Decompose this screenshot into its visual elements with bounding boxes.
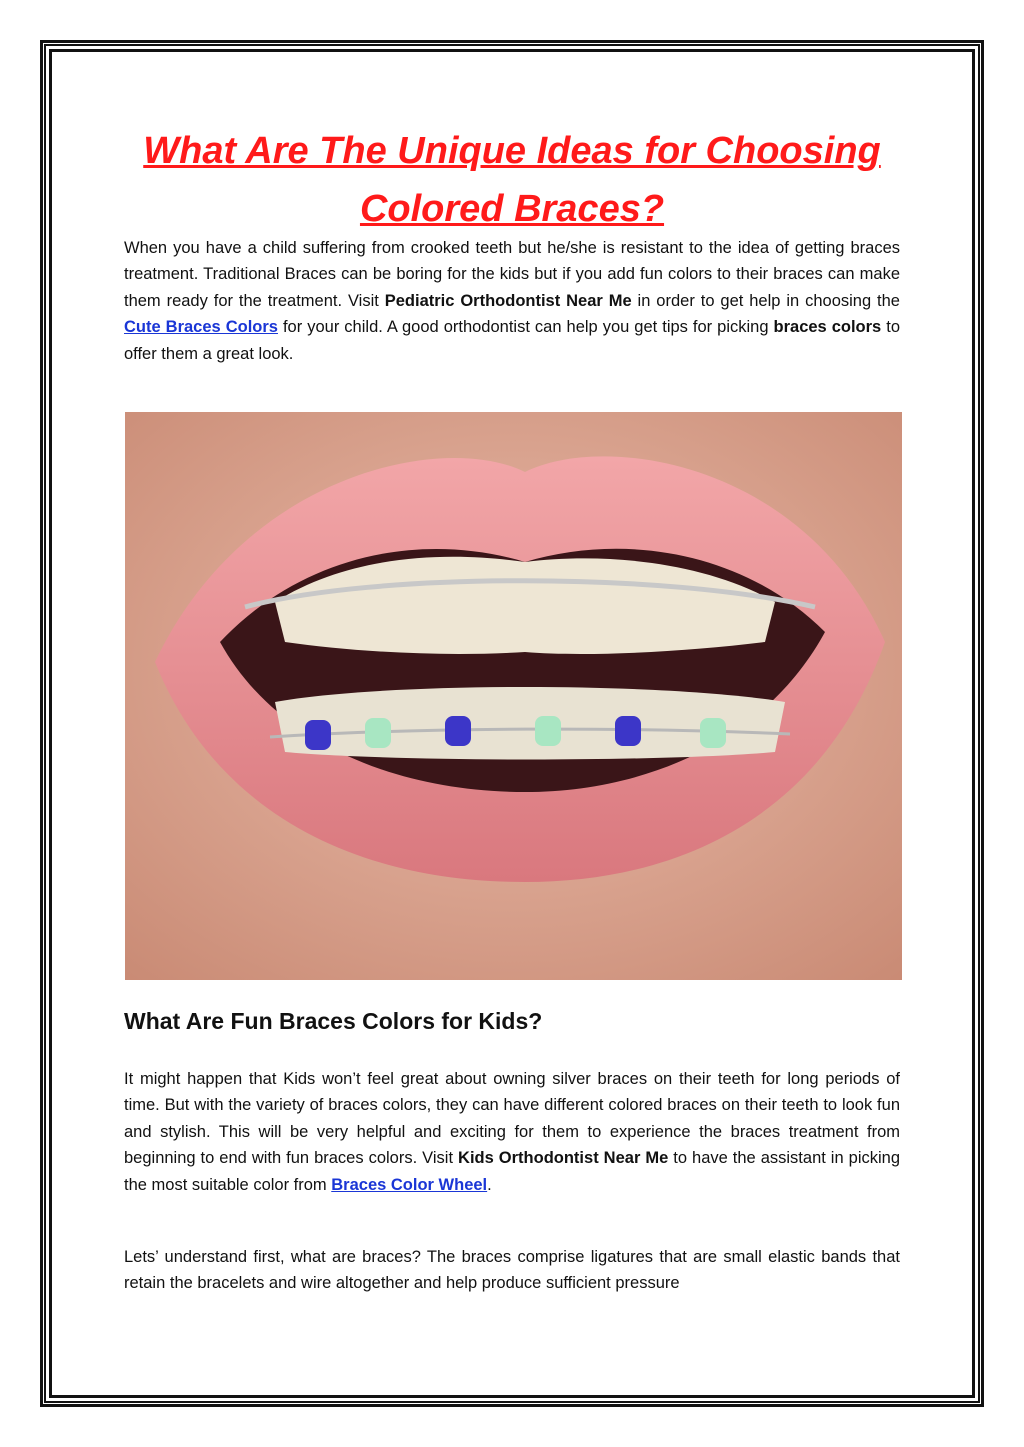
section-text-1: It might happen that Kids won’t feel great about owning silver braces on their teeth for long periods of time. But with the variety of braces colors, they can have different colored braces on their teeth to look fun and stylish. This will be very helpful and exciting for them to experience the braces treatment from beginning to end with fun braces colors. Visit [124,1070,900,1168]
braces-color-wheel-link[interactable]: Braces Color Wheel [331,1175,488,1194]
bracket-band-mint [700,718,726,748]
page-title: What Are The Unique Ideas for Choosing Colored Braces? [143,130,881,230]
intro-paragraph [124,235,900,367]
section-heading: What Are Fun Braces Colors for Kids? [124,1008,543,1034]
section-bold-1: Kids Orthodontist Near Me [458,1149,669,1168]
intro-text-1: When you have a child suffering from crooked teeth but he/she is resistant to the idea of getting braces treatment. Traditional Braces can be boring for the kids but if you add fun colors to their braces can make them ready for the treatment. Visit [124,239,900,310]
intro-bold-1: Pediatric Orthodontist Near Me [384,291,632,310]
section-text-2: to have the assistant in picking the most suitable color from [124,1149,901,1194]
intro-text-3: for your child. A good orthodontist can help you get tips for picking [277,318,774,337]
bracket-band-mint [365,718,391,748]
bracket-band-blue [305,720,331,750]
bracket-band-blue [615,716,641,746]
intro-text-2: in order to get help in choosing the [631,291,900,310]
section-text-3: . [487,1175,492,1194]
braces-photo [125,412,902,980]
section-paragraph [124,1066,900,1198]
bracket-band-mint [535,716,561,746]
bracket-band-blue [445,716,471,746]
intro-bold-2: braces colors [773,318,882,337]
braces-illustration [125,412,902,980]
cute-braces-colors-link[interactable]: Cute Braces Colors [124,318,278,337]
closing-paragraph: Lets’ understand first, what are braces? The braces comprise ligatures that are small elastic bands that retain the bracelets and wire altogether and help produce sufficient pressure [124,1248,900,1293]
intro-text-4: to offer them a great look. [124,318,900,363]
